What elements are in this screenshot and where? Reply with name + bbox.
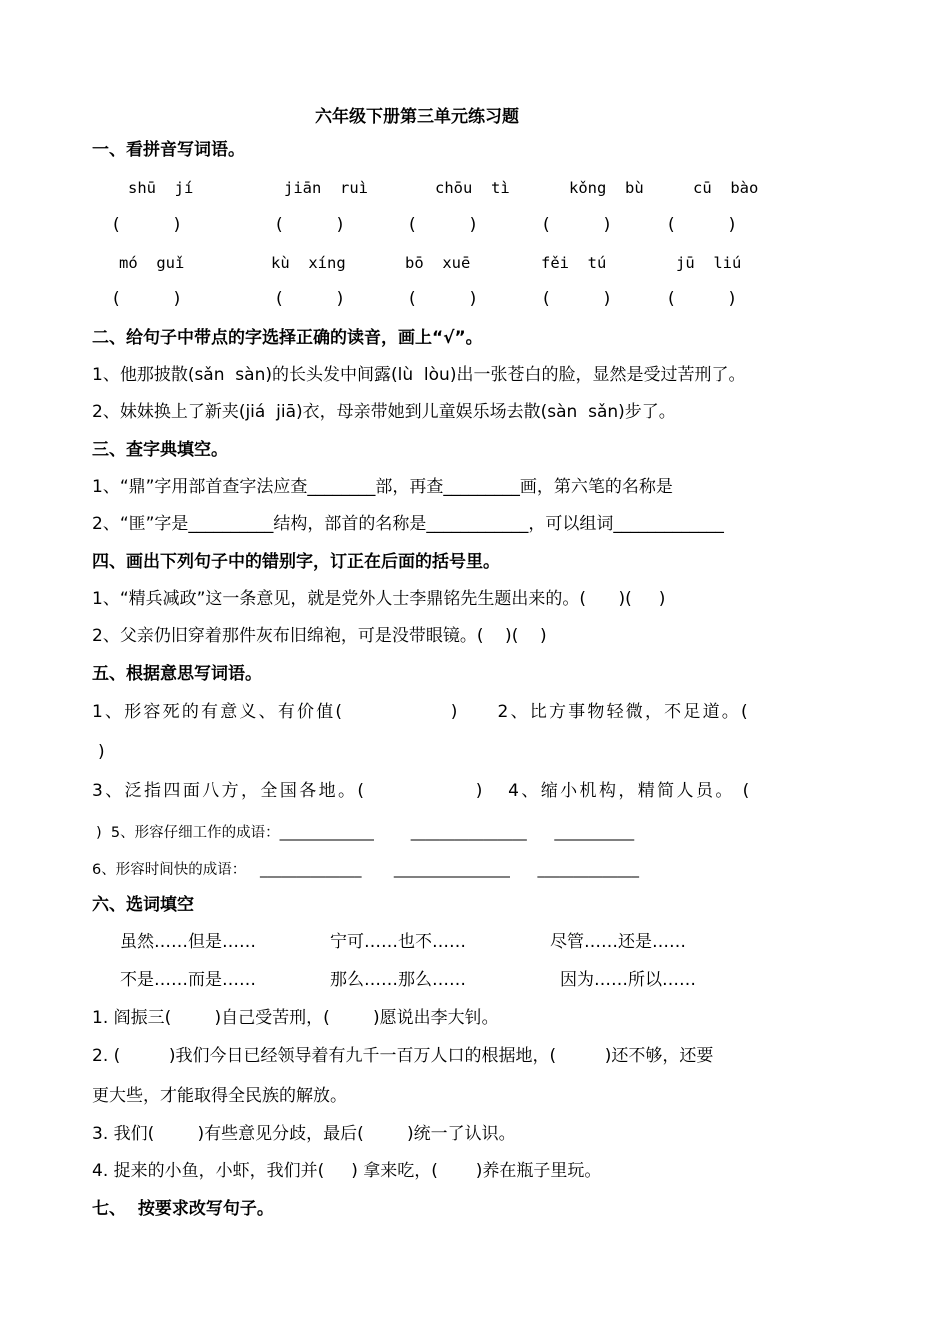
word-option: 宁可……也不…… [330,932,466,952]
question-line: 2、父亲仍旧穿着那件灰布旧绵袍，可是没带眼镜。( )( ) [92,626,547,646]
question-line: 1. 阎振三( )自己受苦刑，( )愿说出李大钊。 [92,1008,499,1028]
question-line: 更大些，才能取得全民族的解放。 [92,1086,347,1106]
question-line: 1、“鼎”字用部首查字法应查________部，再查_________画，第六笔的名称是 [92,477,673,497]
answer-blank[interactable]: ( ) [668,215,736,235]
question-line: ) [98,742,105,762]
question-line: 4. 捉来的小鱼，小虾，我们并( ) 拿来吃，( )养在瓶子里玩。 [92,1161,602,1181]
word-option: 虽然……但是…… [120,932,256,952]
question-line: ) 5、形容仔细工作的成语：_____________ ________________ ___________ [96,825,635,841]
pinyin-3: chōu tì [435,179,510,197]
answer-blank[interactable]: ( ) [276,289,344,309]
answer-blank[interactable]: ( ) [409,289,477,309]
pinyin-1: shū jí [128,179,194,197]
answer-blank[interactable]: ( ) [409,215,477,235]
question-line: 3、泛指四面八方，全国各地。( ) 4、缩小机构，精简人员。 ( [92,781,752,801]
question-line: 1、形容死的有意义、有价值( ) 2、比方事物轻微，不足道。( [92,702,750,722]
pinyin-5: cū bào [693,179,759,197]
section-1-heading: 一、看拼音写词语。 [92,140,245,160]
section-4-heading: 四、画出下列句子中的错别字，订正在后面的括号里。 [92,552,500,572]
answer-blank[interactable]: ( ) [543,215,611,235]
question-line: 2. ( )我们今日已经领导着有九千一百万人口的根据地，( )还不够，还要 [92,1046,714,1066]
section-7-heading: 七、 按要求改写句子。 [92,1199,274,1219]
pinyin-6: mó guǐ [119,254,185,272]
answer-blank[interactable]: ( ) [668,289,736,309]
answer-blank[interactable]: ( ) [113,215,181,235]
section-2-heading: 二、给句子中带点的字选择正确的读音，画上“√”。 [92,328,483,348]
pinyin-2: jiān ruì [284,179,368,197]
pinyin-8: bō xuē [405,254,471,272]
pinyin-7: kù xíng [271,254,346,272]
question-line: 1、他那披散(sǎn sàn)的长头发中间露(lù lòu)出一张苍白的脸，显然是受过苦刑了。 [92,365,746,385]
word-option: 尽管……还是…… [550,932,686,952]
section-5-heading: 五、根据意思写词语。 [92,664,262,684]
question-line: 2、妹妹换上了新夹(jiá jiā)衣，母亲带她到儿童娱乐场去散(sàn sǎn)步了。 [92,402,676,422]
section-3-heading: 三、查字典填空。 [92,440,228,460]
page-title: 六年级下册第三单元练习题 [315,107,519,127]
question-line: 2、“匪”字是__________结构，部首的名称是____________，可以组词_____________ [92,514,724,534]
answer-blank[interactable]: ( ) [113,289,181,309]
question-line: 6、形容时间快的成语： ______________ ________________ ______________ [92,862,639,878]
answer-blank[interactable]: ( ) [543,289,611,309]
question-line: 1、“精兵减政”这一条意见，就是党外人士李鼎铭先生题出来的。( )( ) [92,589,666,609]
question-line: 3. 我们( )有些意见分歧，最后( )统一了认识。 [92,1124,516,1144]
answer-blank[interactable]: ( ) [276,215,344,235]
pinyin-10: jū liú [676,254,742,272]
pinyin-4: kǒng bù [569,179,644,197]
pinyin-9: fěi tú [541,254,607,272]
word-option: 不是……而是…… [120,970,256,990]
word-option: 因为……所以…… [560,970,696,990]
section-6-heading: 六、选词填空 [92,895,194,915]
word-option: 那么……那么…… [330,970,466,990]
